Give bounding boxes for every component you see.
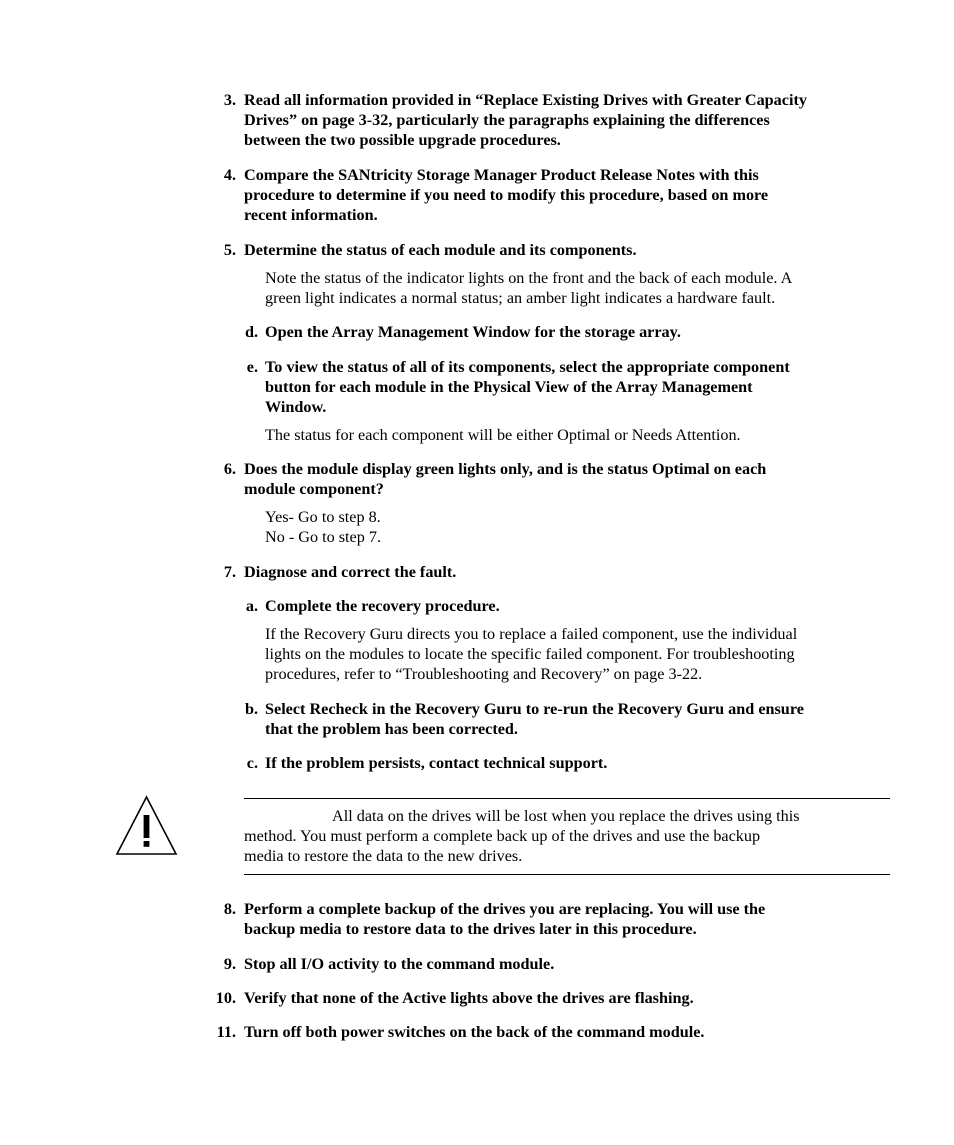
substep-letter: a. xyxy=(245,597,258,615)
caution-triangle-icon xyxy=(115,795,178,857)
substep-letter: e. xyxy=(246,358,258,376)
caution-top-rule xyxy=(244,798,890,799)
substep-letter: b. xyxy=(244,700,258,718)
step-number: 4. xyxy=(223,166,236,184)
step-5-body: Note the status of the indicator lights on the front and the back of each module. A green light indicates a normal status; an amber light indicates a hardware fault. xyxy=(265,269,793,307)
step-number: 10. xyxy=(215,989,236,1007)
step-text: Compare the SANtricity Storage Manager Product Release Notes with this procedure to determine if you need to modify this procedure, based on more recent information. xyxy=(244,166,769,224)
step-text: Does the module display green lights only, and is the status Optimal on each module component? xyxy=(244,460,767,498)
step-number: 9. xyxy=(223,955,236,973)
substep-letter: c. xyxy=(246,754,258,772)
step-text: Stop all I/O activity to the command module. xyxy=(244,955,555,973)
step-number: 11. xyxy=(216,1023,236,1041)
substep-text: Open the Array Management Window for the storage array. xyxy=(265,323,681,341)
step-number: 7. xyxy=(223,563,236,581)
step-number: 8. xyxy=(223,900,236,918)
step-text: Turn off both power switches on the back of the command module. xyxy=(244,1023,705,1041)
step-text: Determine the status of each module and its components. xyxy=(244,241,637,259)
step-text: Read all information provided in “Replace Existing Drives with Greater Capacity Drives” on page 3-32, particularly the paragraphs explaining the differences between the two possible upgrade procedures. xyxy=(244,91,807,149)
step-6-body: Yes- Go to step 8. No - Go to step 7. xyxy=(265,508,381,546)
substep-a-body: If the Recovery Guru directs you to replace a failed component, use the individual lights on the modules to locate the specific failed component. For troubleshooting procedures, refer to “Troubleshooting and Recovery” on page 3-22. xyxy=(265,625,798,683)
step-text: Perform a complete backup of the drives you are replacing. You will use the backup media to restore data to the drives later in this procedure. xyxy=(244,900,766,938)
step-number: 3. xyxy=(223,91,236,109)
step-number: 6. xyxy=(223,460,236,478)
substep-text: To view the status of all of its components, select the appropriate component button for each module in the Physical View of the Array Management Window. xyxy=(265,358,790,416)
substep-text: Complete the recovery procedure. xyxy=(265,597,500,615)
substep-letter: d. xyxy=(244,323,258,341)
substep-text: Select Recheck in the Recovery Guru to re-run the Recovery Guru and ensure that the problem has been corrected. xyxy=(265,700,804,738)
step-number: 5. xyxy=(223,241,236,259)
caution-text: All data on the drives will be lost when you replace the drives using this method. You must perform a complete back up of the drives and use the backup media to restore the data to the new drives. xyxy=(244,807,800,865)
substep-e-body: The status for each component will be either Optimal or Needs Attention. xyxy=(265,426,741,444)
substep-text: If the problem persists, contact technical support. xyxy=(265,754,608,772)
step-text: Diagnose and correct the fault. xyxy=(244,563,457,581)
step-text: Verify that none of the Active lights above the drives are flashing. xyxy=(244,989,694,1007)
caution-bottom-rule xyxy=(244,874,890,875)
